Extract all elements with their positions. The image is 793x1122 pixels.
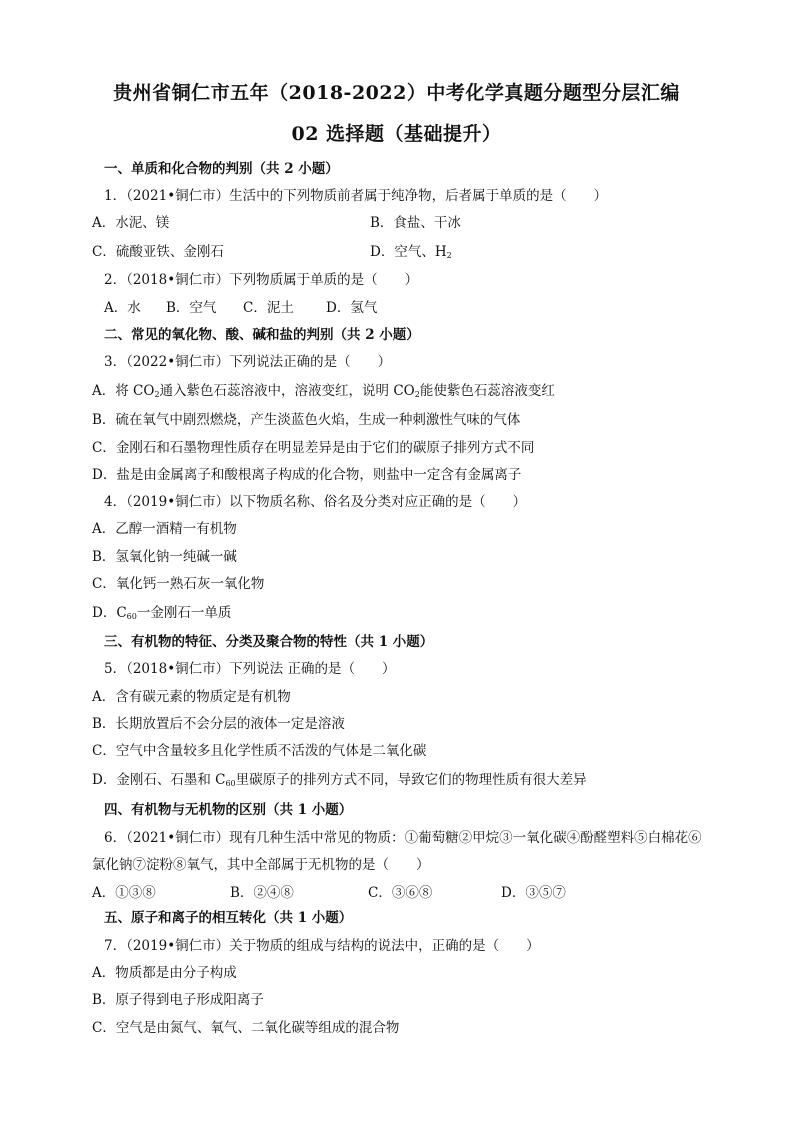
section-heading-5: 五、原子和离子的相互转化（共 1 小题）: [104, 910, 353, 926]
section-heading-4: 四、有机物与无机物的区别（共 1 小题）: [104, 802, 353, 818]
question-4-option-d: D．$C_{60}$一金刚石一单质: [92, 605, 232, 621]
question-5-option-d: D．金刚石、石墨和 $C_{60}$里碳原子的排列方式不同，导致它们的物理性质有很大差异: [92, 772, 587, 788]
section-heading-3: 三、有机物的特征、分类及聚合物的特性（共 1 小题）: [104, 634, 434, 650]
question-6-option-c: C．③⑥⑧: [368, 885, 433, 901]
question-5-option-c: C．空气中含量较多且化学性质不活泼的气体是二氧化碳: [92, 743, 427, 759]
question-2-option-c: C．泥土: [243, 300, 294, 316]
question-4-option-b: B．氢氧化钠一纯碱一碱: [92, 549, 237, 565]
question-3-option-b: B．硫在氧气中剧烈燃烧，产生淡蓝色火焰，生成一种刺激性气味的气体: [92, 412, 521, 428]
section-heading-2: 二、常见的氧化物、酸、碱和盐的判别（共 2 小题）: [104, 327, 420, 343]
question-5-stem: 5．（2018•铜仁市）下列说法 正确的是（ ）: [104, 661, 396, 677]
question-3-option-c: C．金刚石和石墨物理性质存在明显差异是由于它们的碳原子排列方式不同: [92, 440, 535, 456]
question-2-option-d: D．氢气: [326, 300, 378, 316]
document-subtitle: 02 选择题（基础提升）: [291, 123, 502, 145]
question-6-stem-line-1: 6．（2021•铜仁市）现有几种生活中常见的物质：①葡萄糖②甲烷③一氧化碳④酚醛塑料⑤白棉花⑥: [104, 830, 702, 846]
question-4-stem: 4．（2019•铜仁市）以下物质名称、俗名及分类对应正确的是（ ）: [104, 494, 527, 510]
question-3-stem: 3．（2022•铜仁市）下列说法正确的是（ ）: [104, 354, 392, 370]
question-2-option-a: A．水: [104, 300, 141, 316]
question-3-option-a: A．将 $CO_2$通入紫色石蕊溶液中，溶液变红，说明 $CO_2$能使紫色石蕊溶液变红: [92, 383, 555, 399]
document-title: 贵州省铜仁市五年（2018-2022）中考化学真题分题型分层汇编: [113, 82, 680, 104]
question-1-option-c: C．硫酸亚铁、金刚石: [92, 244, 224, 260]
question-6-option-b: B．②④⑧: [230, 885, 294, 901]
question-7-option-b: B．原子得到电子形成阳离子: [92, 992, 264, 1008]
question-4-option-c: C．氧化钙一熟石灰一氧化物: [92, 576, 265, 592]
question-7-stem: 7．（2019•铜仁市）关于物质的组成与结构的说法中，正确的是（ ）: [104, 938, 540, 954]
question-1-option-b: B．食盐、干冰: [370, 215, 461, 231]
question-3-option-d: D．盐是由金属离子和酸根离子构成的化合物，则盐中一定含有金属离子: [92, 467, 522, 483]
question-6-stem-line-2: 氯化钠⑦淀粉⑧氧气，其中全部属于无机物的是（ ）: [92, 857, 430, 873]
question-2-stem: 2．（2018•铜仁市）下列物质属于单质的是（ ）: [104, 272, 419, 288]
question-1-option-a: A．水泥、镁: [92, 215, 170, 231]
question-7-option-c: C．空气是由氮气、氧气、二氧化碳等组成的混合物: [92, 1020, 400, 1036]
question-5-option-a: A．含有碳元素的物质定是有机物: [92, 689, 291, 705]
question-7-option-a: A．物质都是由分子构成: [92, 965, 237, 981]
section-heading-1: 一、单质和化合物的判别（共 2 小题）: [104, 161, 339, 177]
question-1-stem: 1．（2021•铜仁市）生活中的下列物质前者属于纯净物，后者属于单质的是（ ）: [104, 188, 608, 204]
question-2-option-b: B．空气: [166, 300, 217, 316]
question-1-option-d: D．空气、$H_2$: [370, 244, 452, 260]
question-4-option-a: A．乙醇一酒精一有机物: [92, 521, 237, 537]
question-5-option-b: B．长期放置后不会分层的液体一定是溶液: [92, 716, 345, 732]
question-6-option-a: A．①③⑧: [92, 885, 156, 901]
question-6-option-d: D．③⑤⑦: [501, 885, 566, 901]
